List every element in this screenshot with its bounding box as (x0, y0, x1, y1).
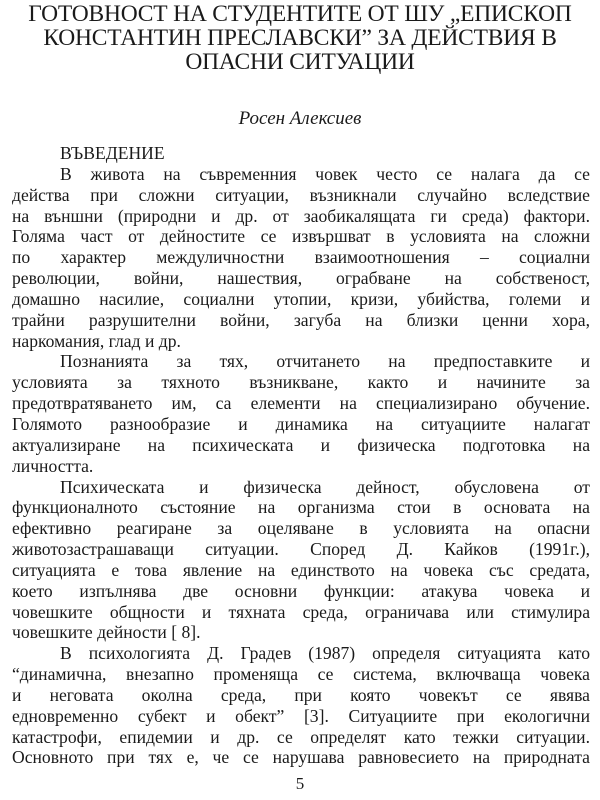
text-line: наркомания, глад и др. (12, 330, 181, 351)
text-line: актуализиране на психическата и физическа подготовка на (12, 434, 590, 455)
page-number: 5 (295, 774, 305, 793)
text-line: ситуацията е това явление на единството на човека със средата, (12, 559, 590, 580)
text-line: Познанията за тях, отчитането на предпоставките и (60, 351, 590, 372)
text-line: В живота на съвременния човек често се налага да се (60, 163, 590, 184)
text-line: Голямото разнообразие и динамика на ситуациите налагат (12, 413, 590, 434)
text-line: ефективно реагиране за оцеляване в условията на опасни (12, 518, 590, 539)
text-line: предотвратяването им, са елементи на специализирано обучение. (12, 393, 590, 414)
title-line: ГОТОВНОСТ НА СТУДЕНТИТЕ ОТ ШУ „ЕПИСКОП (28, 1, 572, 27)
paper-title (10, 2, 590, 74)
text-line: едновременно субект и обект” [3]. Ситуациите при екологични (12, 705, 590, 726)
text-line: катастрофи, епидемии и др. се определят като тежки ситуации. (12, 726, 590, 747)
text-line: на външни (природни и др. от заобикалящата ги среда) фактори. (12, 205, 590, 226)
text-line: което изпълнява две основни функции: атакува човека и (12, 580, 590, 601)
paragraph-3 (12, 477, 590, 644)
text-line: революции, войни, нашествия, ограбване на собственост, (12, 268, 590, 289)
author-name: Росен Алексиев (238, 108, 362, 129)
text-line: Голяма част от дейностите се извършват в условията на сложни (12, 226, 590, 247)
text-line: функционалното състояние на организма стои в основата на (12, 497, 590, 518)
text-line: условията за тяхното възникване, както и начините за (12, 372, 590, 393)
text-line: по характер междуличностни взаимоотношения – социални (12, 247, 590, 268)
text-line: домашно насилие, социални утопии, кризи, убийства, големи и (12, 288, 590, 309)
text-line: и неговата околна среда, при която човекът се явява (12, 684, 590, 705)
text-line: действа при сложни ситуации, възникнали случайно вследствие (12, 184, 590, 205)
article-body (12, 143, 590, 768)
text-line: човешките дейности [ 8]. (12, 622, 201, 643)
text-line: човешките общности и тяхната среда, ограничава или стимулира (12, 601, 590, 622)
title-line: КОНСТАНТИН ПРЕСЛАВСКИ” ЗА ДЕЙСТВИЯ В (43, 25, 557, 51)
text-line: животозастрашаващи ситуации. Според Д. Кайков (1991г.), (12, 539, 590, 560)
text-line: В психологията Д. Градев (1987) определя ситуацията като (60, 643, 590, 664)
paragraph-4 (12, 643, 590, 768)
title-line: ОПАСНИ СИТУАЦИИ (185, 49, 415, 75)
text-line: личността. (12, 455, 94, 476)
section-heading: ВЪВЕДЕНИЕ (60, 143, 165, 163)
text-line: трайни разрушителни войни, загуба на близки ценни хора, (12, 309, 590, 330)
text-line: Психическата и физическа дейност, обусловена от (60, 476, 590, 497)
text-line: Основното при тях е, че се нарушава равновесието на природната (12, 747, 590, 768)
paragraph-1 (12, 164, 590, 352)
text-line: “динамична, внезапно променяща се система, включваща човека (12, 664, 590, 685)
paragraph-2 (12, 351, 590, 476)
